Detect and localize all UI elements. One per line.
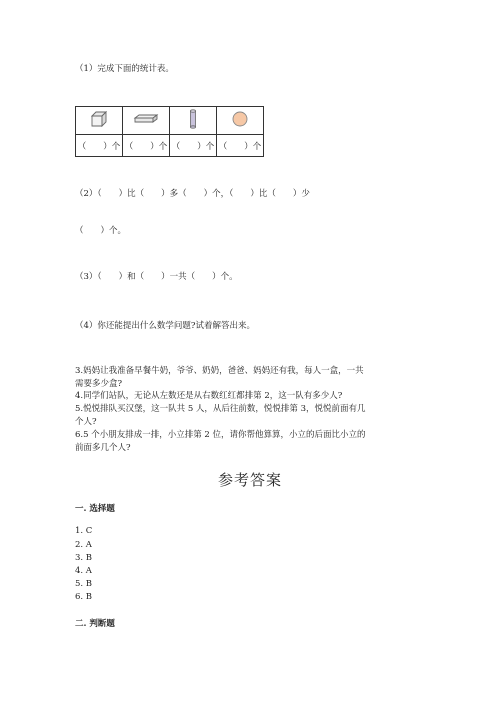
cube-icon	[89, 110, 109, 128]
answer-item: 4. A	[75, 566, 92, 576]
problem-line: 个人?	[75, 416, 97, 427]
count-cell: （ ）个	[170, 135, 217, 157]
question-1-instruction: （1）完成下面的统计表。	[75, 64, 174, 74]
shape-cell	[217, 107, 264, 135]
problem-line: 4.同学们站队，无论从左数还是从右数红红都排第 2，这一队有多少人?	[75, 391, 343, 401]
problem-3	[75, 365, 364, 390]
problem-line: 6.5 个小朋友排成一排，小立排第 2 位，请你帮他算算，小立的后面比小立的	[75, 430, 366, 440]
shape-cell	[170, 107, 217, 135]
cylinder-icon	[188, 108, 198, 130]
count-row	[76, 135, 264, 157]
answer-item: 2. A	[75, 540, 92, 550]
cuboid-icon	[133, 113, 159, 125]
problem-line: 前面多几个人?	[75, 442, 131, 453]
sphere-icon	[230, 109, 250, 129]
problem-6	[75, 429, 366, 454]
problem-line: 3.妈妈让我准备早餐牛奶，爷爷、奶奶，爸爸、妈妈还有我，每人一盒，一共	[75, 366, 364, 376]
shape-cell	[123, 107, 170, 135]
count-cell: （ ）个	[76, 135, 123, 157]
problem-4	[75, 390, 342, 403]
section-heading-choice: 一. 选择题	[75, 504, 115, 514]
shape-cell	[76, 107, 123, 135]
tally-table	[75, 106, 264, 157]
answer-key-title: 参考答案	[217, 471, 282, 489]
answer-item: 6. B	[75, 592, 93, 602]
question-2-line-2: （ ）个。	[75, 226, 127, 236]
problem-line: 5.悦悦排队买汉堡，这一队共 5 人，从后往前数，悦悦排第 3，悦悦前面有几	[75, 404, 366, 414]
question-4: （4）你还能提出什么数学问题?试着解答出来。	[75, 321, 255, 331]
shape-row	[76, 107, 264, 135]
count-cell: （ ）个	[217, 135, 264, 157]
problem-5	[75, 403, 366, 428]
answer-item: 3. B	[75, 553, 93, 563]
answer-item: 5. B	[75, 579, 93, 589]
question-3: （3）（ ）和（ ）一共（ ）个。	[75, 272, 238, 282]
section-heading-judgment: 二. 判断题	[75, 619, 115, 629]
problem-line: 需要多少盒?	[75, 378, 123, 389]
answer-item: 1. C	[75, 526, 93, 536]
count-cell: （ ）个	[123, 135, 170, 157]
question-2-line-1: （2）（ ）比（ ）多（ ）个，（ ）比（ ）少	[75, 189, 310, 199]
